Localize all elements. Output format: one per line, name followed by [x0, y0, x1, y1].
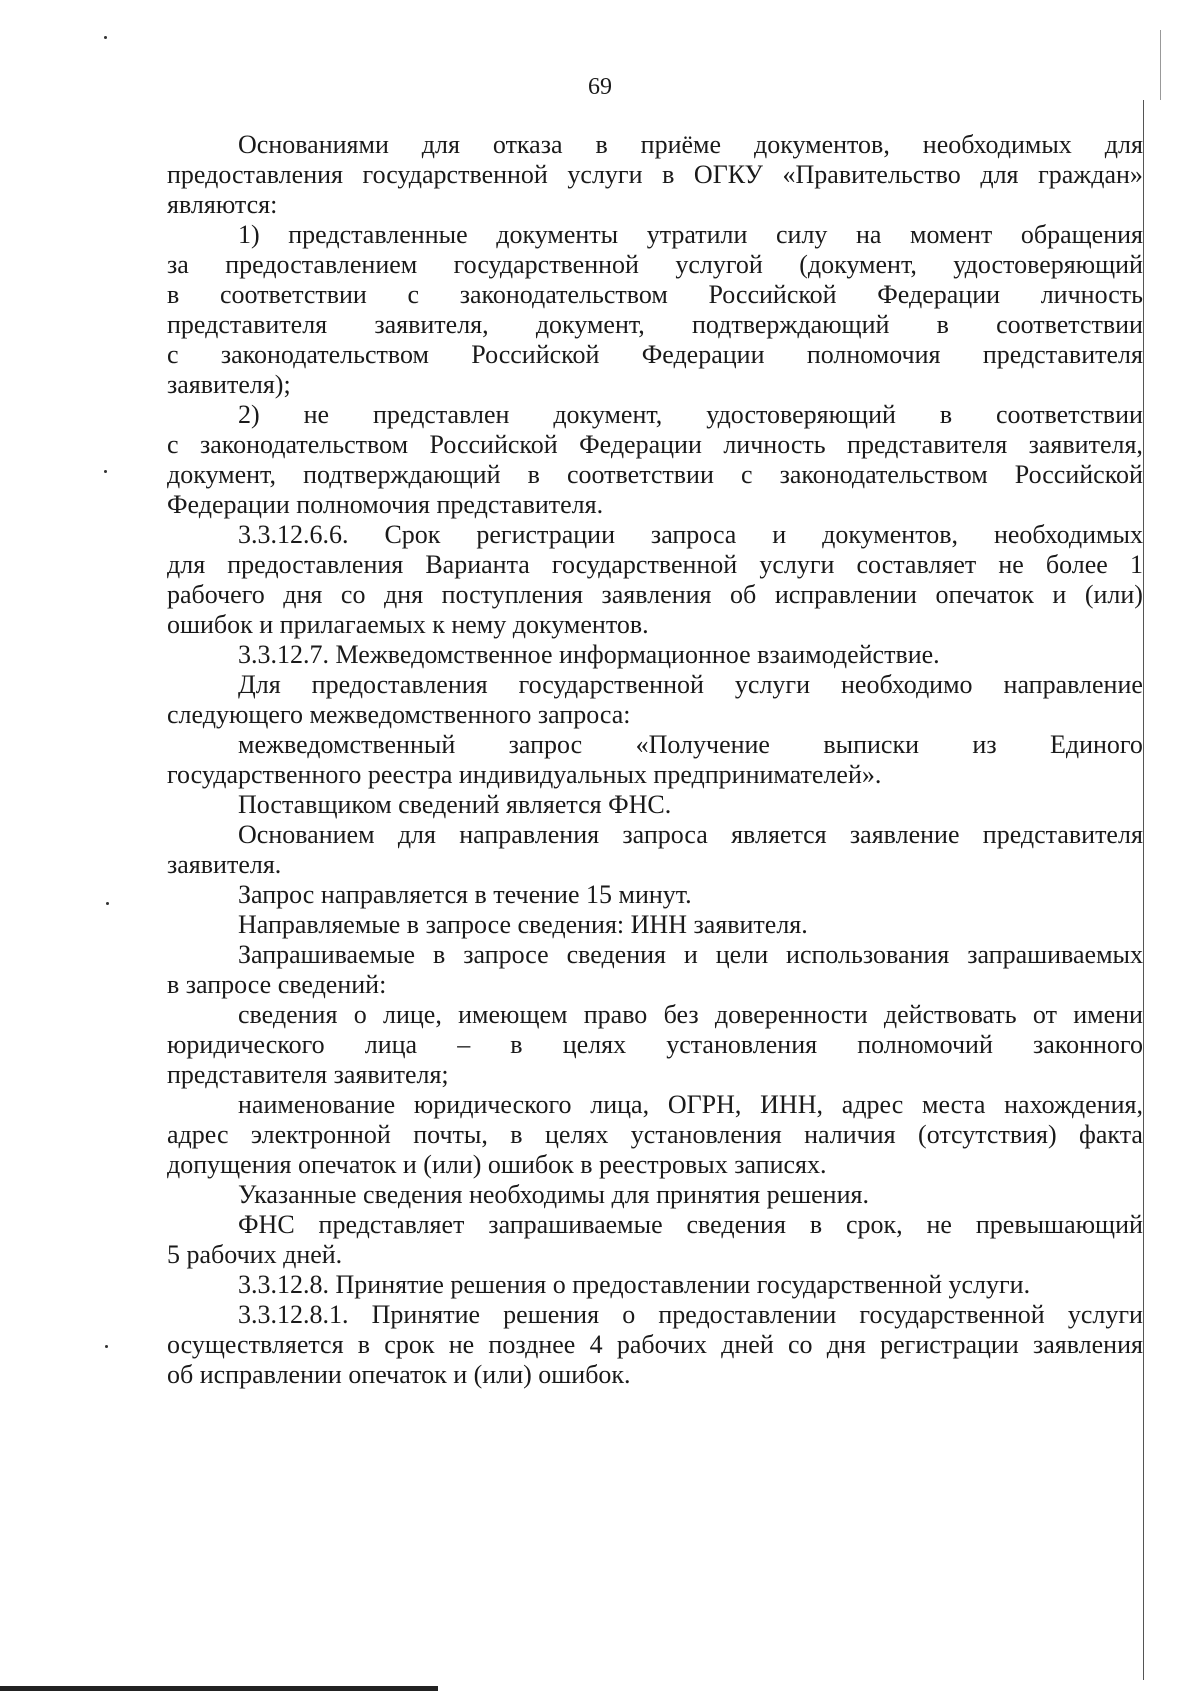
- word: необходимых: [993, 520, 1143, 549]
- word: для: [397, 820, 436, 849]
- word: Принятие: [371, 1300, 481, 1329]
- word: целях: [562, 1030, 627, 1059]
- word: наименование: [238, 1090, 396, 1119]
- word: ФНС: [238, 1210, 295, 1239]
- word: для: [167, 550, 206, 579]
- word: установления: [666, 1030, 818, 1059]
- word: документов,: [822, 520, 959, 549]
- text-line: [167, 310, 1143, 340]
- word: и: [683, 940, 698, 969]
- word: момент: [910, 220, 993, 249]
- word: заявления: [1032, 1330, 1143, 1359]
- word: факта: [1079, 1120, 1143, 1149]
- word: представителя: [982, 820, 1143, 849]
- word: (отсутствия): [918, 1120, 1057, 1149]
- word: почты,: [413, 1120, 488, 1149]
- word: –: [457, 1030, 471, 1059]
- word: государственной: [859, 1300, 1045, 1329]
- word: предоставления: [311, 670, 488, 699]
- word: из: [972, 730, 997, 759]
- word: Российской: [1014, 460, 1143, 489]
- text-line: 3.3.12.7. Межведомственное информационное взаимодействие.: [238, 640, 940, 669]
- word: предоставления: [227, 550, 404, 579]
- word: запрос: [508, 730, 583, 759]
- word: Единого: [1049, 730, 1143, 759]
- word: составляет: [856, 550, 977, 579]
- text-line: [238, 940, 1143, 970]
- text-line: заявителя.: [167, 850, 282, 879]
- word: законодательством: [199, 430, 409, 459]
- word: государственной: [551, 550, 738, 579]
- word: законодательством: [459, 280, 668, 309]
- word: право: [583, 1000, 648, 1029]
- word: представителя: [847, 430, 1008, 459]
- text-line: [167, 250, 1143, 280]
- text-line: [167, 460, 1143, 490]
- word: сведения: [566, 940, 666, 969]
- word: личность: [723, 430, 826, 459]
- word: необходимо: [841, 670, 973, 699]
- word: с: [740, 460, 753, 489]
- scan-margin-rule: [1160, 30, 1161, 100]
- word: государственной: [362, 160, 548, 189]
- text-line: заявителя);: [167, 370, 291, 399]
- text-line: являются:: [167, 190, 278, 219]
- word: рабочего: [167, 580, 265, 609]
- scan-speck: [104, 470, 107, 473]
- word: ОГКУ: [693, 160, 763, 189]
- word: представлен: [372, 400, 510, 429]
- word: запрашиваемые: [488, 1210, 663, 1239]
- word: заявителя,: [374, 310, 489, 339]
- word: полномочия: [806, 340, 941, 369]
- word: законодательством: [220, 340, 429, 369]
- word: более: [1045, 550, 1108, 579]
- text-line: 5 рабочих дней.: [167, 1240, 343, 1269]
- text-line: [167, 1120, 1143, 1150]
- text-line: допущения опечаток и (или) ошибок в реестровых записях.: [167, 1150, 827, 1179]
- word: не: [998, 550, 1024, 579]
- word: с: [167, 430, 179, 459]
- word: запрашиваемых: [967, 940, 1143, 969]
- word: дня: [283, 580, 323, 609]
- word: от: [1032, 1000, 1057, 1029]
- word: документов,: [753, 130, 890, 159]
- word: цели: [715, 940, 769, 969]
- word: Федерации: [641, 340, 765, 369]
- word: в: [936, 310, 949, 339]
- word: осуществляется: [167, 1330, 344, 1359]
- word: соответствии: [996, 310, 1143, 339]
- text-line: [238, 130, 1143, 160]
- word: представителя: [167, 310, 328, 339]
- word: «Получение: [635, 730, 770, 759]
- word: обращения: [1020, 220, 1143, 249]
- text-line: Указанные сведения необходимы для принятия решения.: [238, 1180, 869, 1209]
- word: превышающий: [975, 1210, 1143, 1239]
- text-line: [167, 160, 1143, 190]
- word: услуги: [567, 160, 643, 189]
- word: подтверждающий: [303, 460, 501, 489]
- word: заявителя,: [1028, 430, 1143, 459]
- text-line: [167, 1330, 1143, 1360]
- word: использования: [786, 940, 950, 969]
- word: законного: [1032, 1030, 1143, 1059]
- word: силу: [775, 220, 828, 249]
- word: предоставлением: [225, 250, 418, 279]
- word: законодательством: [779, 460, 988, 489]
- word: сведения: [686, 1210, 786, 1239]
- text-line: [238, 670, 1143, 700]
- word: услугой: [675, 250, 763, 279]
- word: Варианта: [425, 550, 530, 579]
- word: в: [510, 1120, 523, 1149]
- word: соответствии: [219, 280, 367, 309]
- text-line: Направляемые в запросе сведения: ИНН заявителя.: [238, 910, 808, 939]
- text-line: ошибок и прилагаемых к нему документов.: [167, 610, 649, 639]
- word: в: [809, 1210, 823, 1239]
- scan-margin-rule: [1143, 100, 1144, 1680]
- word: дня: [826, 1330, 866, 1359]
- word: документ,: [167, 460, 276, 489]
- text-line: [167, 430, 1143, 460]
- word: не: [303, 400, 330, 429]
- word: удостоверяющий: [953, 250, 1143, 279]
- word: Федерации: [579, 430, 702, 459]
- word: (документ,: [799, 250, 917, 279]
- text-line: Федерации полномочия представителя.: [167, 490, 604, 519]
- word: Основаниями: [238, 130, 389, 159]
- word: электронной: [250, 1120, 391, 1149]
- word: юридического: [167, 1030, 325, 1059]
- word: запросе: [463, 940, 549, 969]
- word: государственной: [518, 670, 704, 699]
- word: в: [939, 400, 953, 429]
- word: выписки: [823, 730, 920, 759]
- word: услуги: [734, 670, 811, 699]
- word: и: [1052, 580, 1067, 609]
- word: адрес: [167, 1120, 229, 1149]
- word: целях: [544, 1120, 609, 1149]
- text-line: [238, 820, 1143, 850]
- word: наличия: [804, 1120, 896, 1149]
- word: 2): [238, 400, 260, 429]
- word: лице,: [382, 1000, 442, 1029]
- text-line: в запросе сведений:: [167, 970, 387, 999]
- word: услуги: [759, 550, 835, 579]
- word: направления: [459, 820, 600, 849]
- text-line: [238, 1090, 1143, 1120]
- word: соответствии: [996, 400, 1143, 429]
- word: места: [921, 1090, 986, 1119]
- word: представителя: [982, 340, 1143, 369]
- word: документ,: [535, 310, 645, 339]
- word: со: [787, 1330, 813, 1359]
- word: отказа: [492, 130, 563, 159]
- word: в: [527, 460, 540, 489]
- word: (или): [1084, 580, 1143, 609]
- word: опечаток: [935, 580, 1034, 609]
- word: лица,: [590, 1090, 650, 1119]
- word: личность: [1040, 280, 1143, 309]
- word: для: [980, 160, 1019, 189]
- word: сведения: [238, 1000, 338, 1029]
- word: утратили: [646, 220, 748, 249]
- word: дней: [721, 1330, 774, 1359]
- word: Для: [238, 670, 281, 699]
- text-line: 3.3.12.8. Принятие решения о предоставлении государственной услуги.: [238, 1270, 1031, 1299]
- word: со: [340, 580, 366, 609]
- word: заявления: [601, 580, 712, 609]
- word: адрес: [841, 1090, 904, 1119]
- word: об: [730, 580, 757, 609]
- scan-speck: [106, 902, 109, 905]
- word: документ,: [553, 400, 663, 429]
- scan-speck: [104, 36, 107, 39]
- word: решения: [503, 1300, 600, 1329]
- word: 1): [238, 220, 260, 249]
- text-line: [238, 400, 1143, 430]
- word: Российской: [471, 340, 600, 369]
- word: регистрации: [880, 1330, 1019, 1359]
- word: за: [167, 250, 189, 279]
- word: не: [448, 1330, 475, 1359]
- word: услуги: [1067, 1300, 1143, 1329]
- word: предоставления: [167, 160, 343, 189]
- word: юридического: [413, 1090, 572, 1119]
- text-line: [167, 550, 1143, 580]
- word: Российской: [708, 280, 837, 309]
- word: срок: [384, 1330, 435, 1359]
- word: и: [772, 520, 787, 549]
- text-line: [238, 1300, 1143, 1330]
- word: 3.3.12.8.1.: [238, 1300, 349, 1329]
- word: 4: [589, 1330, 603, 1359]
- text-line: следующего межведомственного запроса:: [167, 700, 631, 729]
- word: поступления: [441, 580, 583, 609]
- word: представляет: [318, 1210, 465, 1239]
- word: на: [856, 220, 882, 249]
- page-number: 69: [588, 74, 612, 100]
- word: дня: [383, 580, 424, 609]
- word: предоставлении: [658, 1300, 837, 1329]
- word: имени: [1073, 1000, 1143, 1029]
- text-line: [238, 1210, 1143, 1240]
- word: государственной: [453, 250, 639, 279]
- word: доверенности: [714, 1000, 868, 1029]
- word: Российской: [429, 430, 558, 459]
- word: с: [167, 340, 179, 369]
- word: в: [167, 280, 180, 309]
- text-line: [238, 730, 1143, 760]
- word: «Правительство: [782, 160, 961, 189]
- text-line: [167, 1030, 1143, 1060]
- word: Запрашиваемые: [238, 940, 416, 969]
- text-line: государственного реестра индивидуальных предпринимателей».: [167, 760, 882, 789]
- word: является: [731, 820, 827, 849]
- word: необходимых: [922, 130, 1072, 159]
- word: в: [433, 940, 446, 969]
- text-line: представителя заявителя;: [167, 1060, 449, 1089]
- word: 1: [1129, 550, 1143, 579]
- word: регистрации: [476, 520, 615, 549]
- word: представленные: [288, 220, 468, 249]
- text-line: [167, 280, 1143, 310]
- word: о: [353, 1000, 367, 1029]
- word: подтверждающий: [691, 310, 890, 339]
- text-line: [167, 580, 1143, 610]
- word: соответствии: [566, 460, 714, 489]
- text-line: об исправлении опечаток и (или) ошибок.: [167, 1360, 631, 1389]
- word: запроса: [650, 520, 737, 549]
- word: действовать: [883, 1000, 1017, 1029]
- word: заявление: [849, 820, 960, 849]
- word: с: [407, 280, 420, 309]
- word: без: [663, 1000, 699, 1029]
- word: имеющем: [458, 1000, 568, 1029]
- scan-speck: [105, 1345, 108, 1348]
- text-line: [238, 520, 1143, 550]
- word: срок,: [845, 1210, 903, 1239]
- word: в: [595, 130, 608, 159]
- word: приёме: [640, 130, 722, 159]
- word: граждан»: [1038, 160, 1143, 189]
- word: для: [1104, 130, 1143, 159]
- word: в: [510, 1030, 523, 1059]
- word: ОГРН,: [667, 1090, 742, 1119]
- word: рабочих: [616, 1330, 707, 1359]
- word: о: [622, 1300, 636, 1329]
- word: лица: [364, 1030, 418, 1059]
- scan-bottom-bar: [0, 1686, 438, 1691]
- word: в: [357, 1330, 371, 1359]
- word: удостоверяющий: [706, 400, 896, 429]
- word: 3.3.12.6.6.: [238, 520, 349, 549]
- word: нахождения,: [1004, 1090, 1143, 1119]
- word: Срок: [384, 520, 441, 549]
- text-line: Поставщиком сведений является ФНС.: [238, 790, 672, 819]
- text-line: [238, 220, 1143, 250]
- word: не: [926, 1210, 952, 1239]
- word: полномочий: [857, 1030, 993, 1059]
- word: документы: [496, 220, 619, 249]
- word: позднее: [488, 1330, 576, 1359]
- word: Федерации: [877, 280, 1001, 309]
- word: исправлении: [774, 580, 917, 609]
- word: Основанием: [238, 820, 375, 849]
- word: направление: [1003, 670, 1143, 699]
- word: установления: [630, 1120, 782, 1149]
- word: в: [662, 160, 675, 189]
- text-line: Запрос направляется в течение 15 минут.: [238, 880, 692, 909]
- word: для: [421, 130, 460, 159]
- word: запроса: [622, 820, 708, 849]
- text-line: [167, 340, 1143, 370]
- word: ИНН,: [760, 1090, 823, 1119]
- text-line: [238, 1000, 1143, 1030]
- word: межведомственный: [238, 730, 456, 759]
